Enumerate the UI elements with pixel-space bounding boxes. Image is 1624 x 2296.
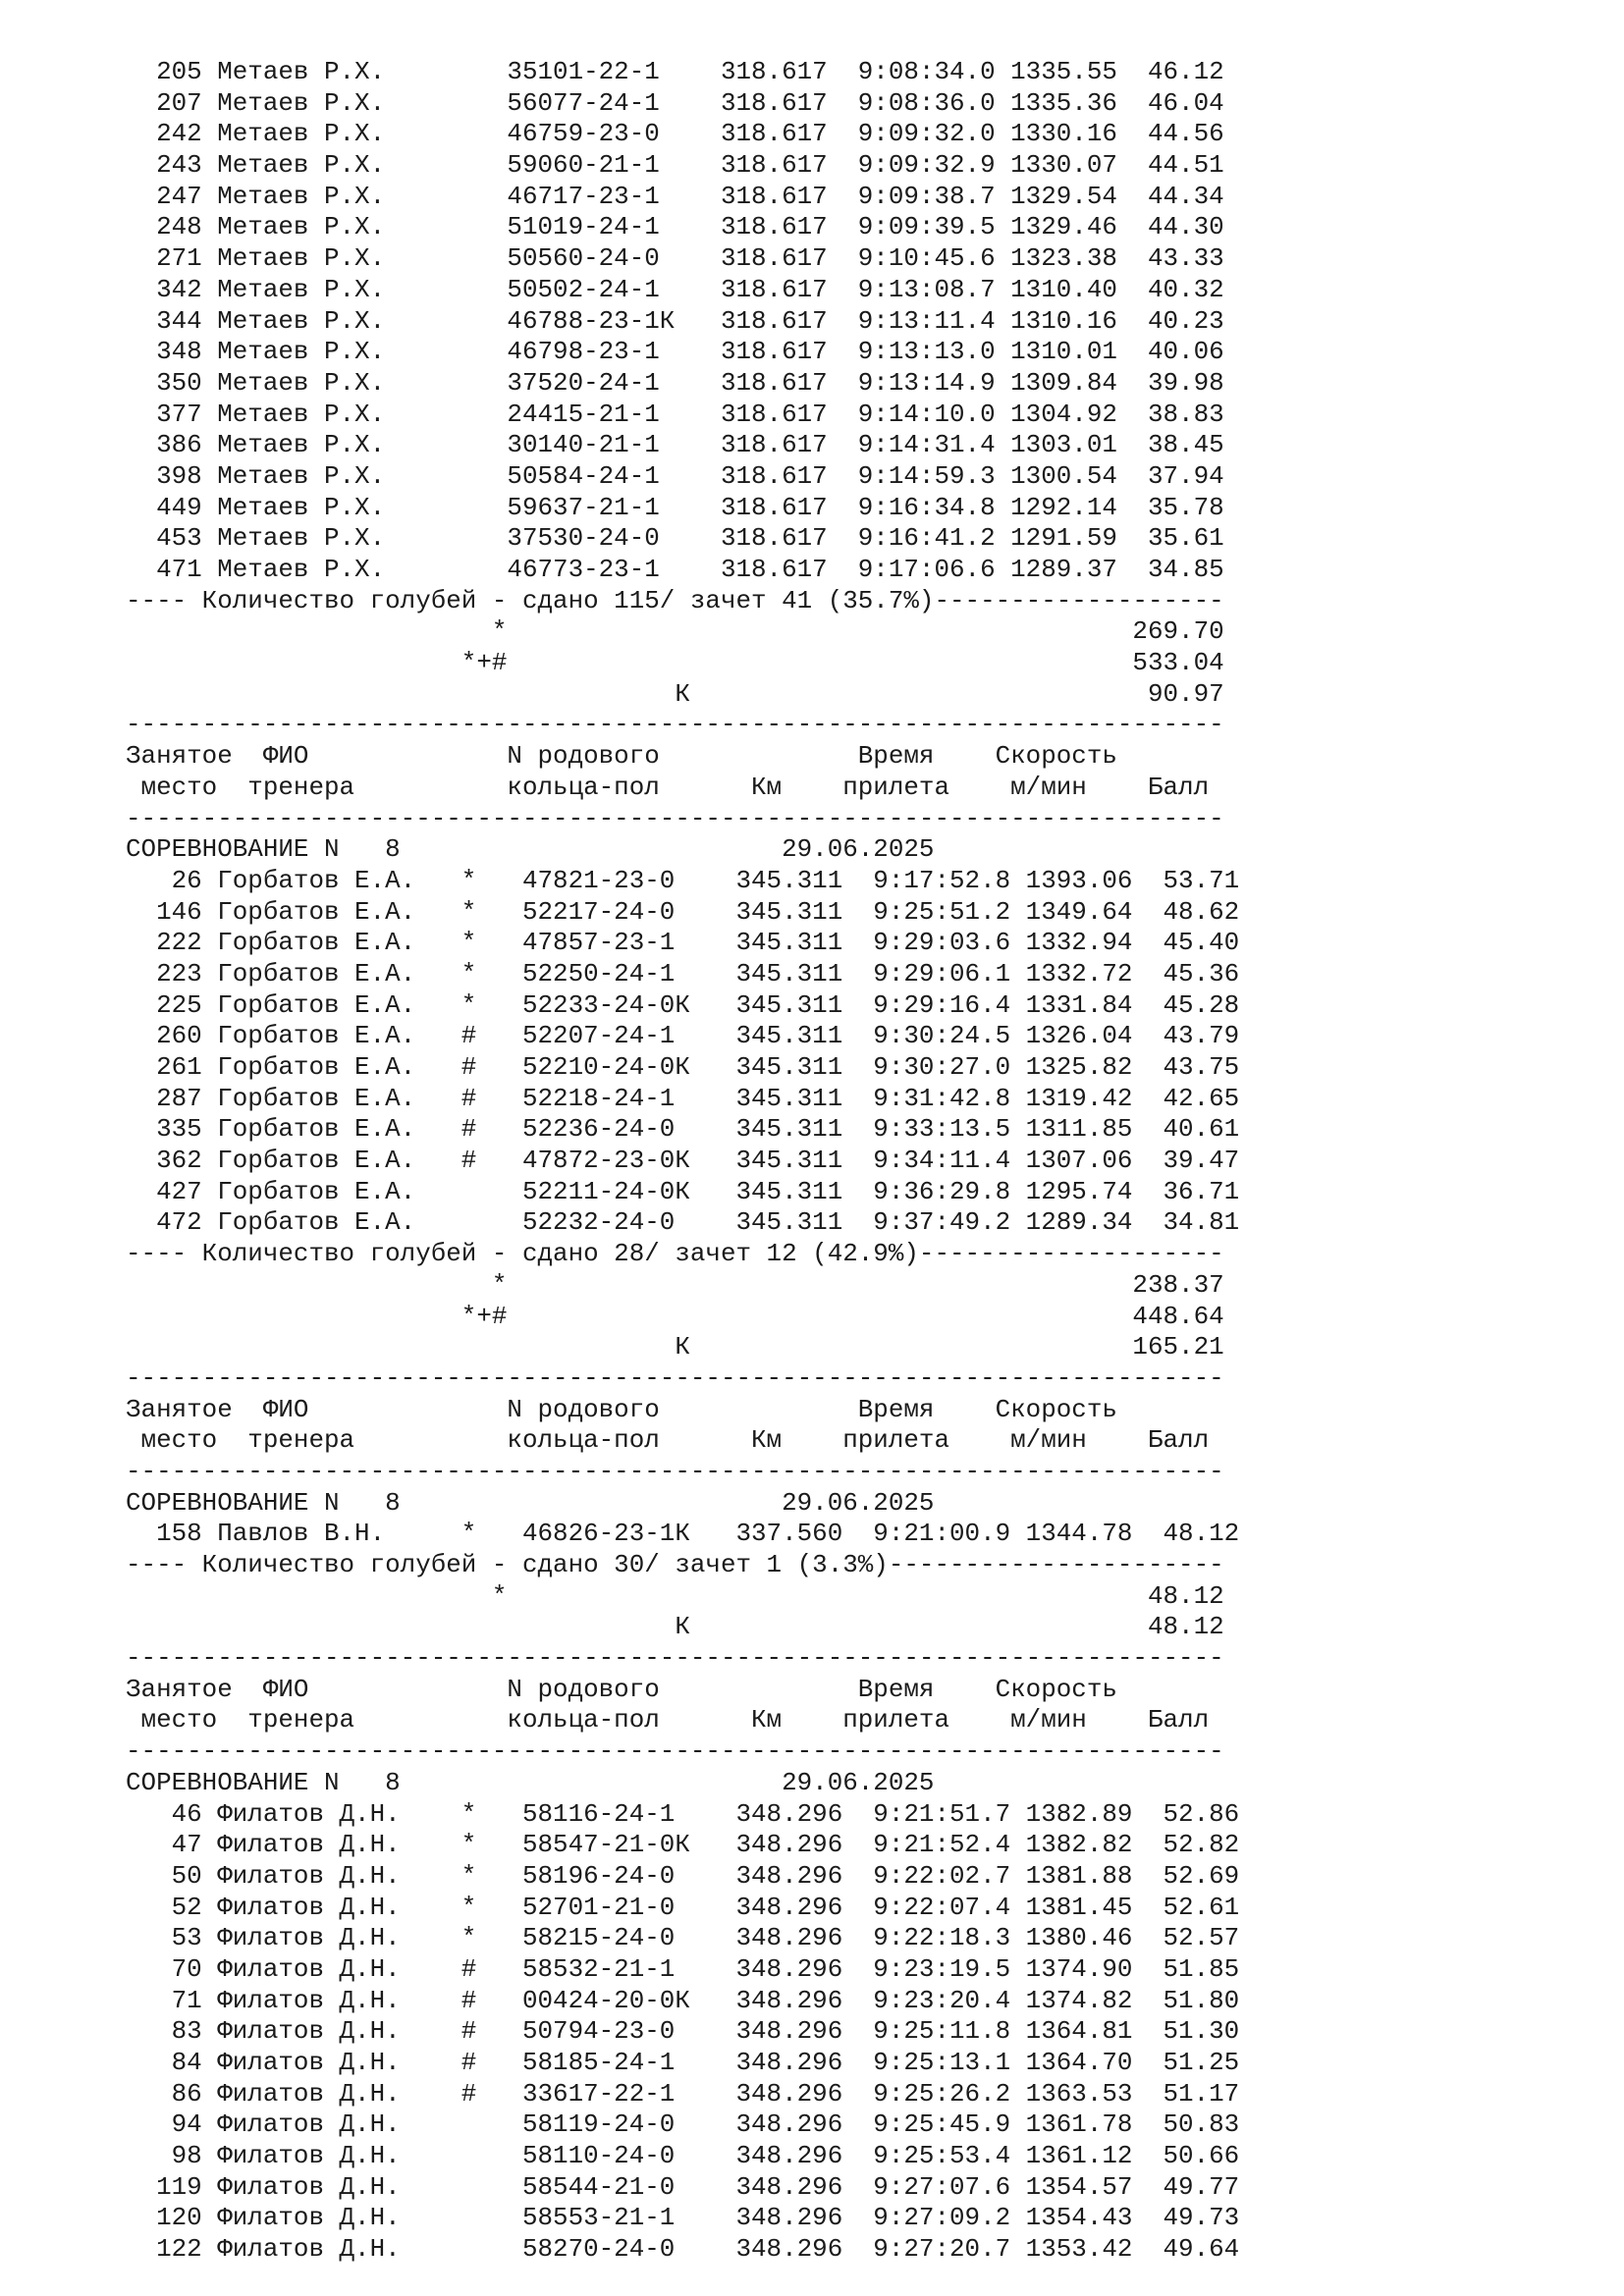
report-line: 70 Филатов Д.Н. # 58532-21-1 348.296 9:23:19.5 1374.90 51.85	[126, 1953, 1240, 1984]
report-line: 287 Горбатов Е.А. # 52218-24-1 345.311 9:31:42.8 1319.42 42.65	[126, 1083, 1240, 1113]
report-line: Занятое ФИО N родового Время Скорость	[126, 1674, 1117, 1704]
report-line: 50 Филатов Д.Н. * 58196-24-0 348.296 9:22:02.7 1381.88 52.69	[126, 1860, 1240, 1891]
report-line: Занятое ФИО N родового Время Скорость	[126, 1394, 1117, 1424]
report-line: 342 Метаев Р.Х. 50502-24-1 318.617 9:13:08.7 1310.40 40.32	[126, 274, 1224, 304]
report-line: 427 Горбатов Е.А. 52211-24-0К 345.311 9:36:29.8 1295.74 36.71	[126, 1176, 1240, 1206]
report-line: К 165.21	[126, 1332, 1224, 1362]
report-line: 242 Метаев Р.Х. 46759-23-0 318.617 9:09:32.0 1330.16 44.56	[126, 119, 1224, 149]
report-line: 53 Филатов Д.Н. * 58215-24-0 348.296 9:22:18.3 1380.46 52.57	[126, 1923, 1240, 1953]
report-line: 248 Метаев Р.Х. 51019-24-1 318.617 9:09:39.5 1329.46 44.30	[126, 212, 1224, 242]
report-line: место тренера кольца-пол Км прилета м/мин Балл	[126, 772, 1210, 802]
report-line: 84 Филатов Д.Н. # 58185-24-1 348.296 9:25:13.1 1364.70 51.25	[126, 2048, 1240, 2077]
report-line: 271 Метаев Р.Х. 50560-24-0 318.617 9:10:45.6 1323.38 43.33	[126, 243, 1224, 274]
report-line: 247 Метаев Р.Х. 46717-23-1 318.617 9:09:38.7 1329.54 44.34	[126, 181, 1224, 211]
report-line: 449 Метаев Р.Х. 59637-21-1 318.617 9:16:34.8 1292.14 35.78	[126, 492, 1224, 522]
report-line: 83 Филатов Д.Н. # 50794-23-0 348.296 9:25:11.8 1364.81 51.30	[126, 2016, 1240, 2047]
report-line: 222 Горбатов Е.А. * 47857-23-1 345.311 9:29:03.6 1332.94 45.40	[126, 928, 1240, 958]
report-line: СОРЕВНОВАНИЕ N 8 29.06.2025	[126, 834, 935, 865]
report-line: 335 Горбатов Е.А. # 52236-24-0 345.311 9:33:13.5 1311.85 40.61	[126, 1114, 1240, 1145]
results-report	[126, 57, 1239, 2266]
report-line: 362 Горбатов Е.А. # 47872-23-0К 345.311 9:34:11.4 1307.06 39.47	[126, 1146, 1240, 1176]
report-line: * 269.70	[126, 616, 1224, 647]
report-line: 377 Метаев Р.Х. 24415-21-1 318.617 9:14:10.0 1304.92 38.83	[126, 399, 1224, 429]
report-line: 207 Метаев Р.Х. 56077-24-1 318.617 9:08:36.0 1335.36 46.04	[126, 87, 1224, 118]
report-line: * 48.12	[126, 1580, 1224, 1611]
report-line: 472 Горбатов Е.А. 52232-24-0 345.311 9:37:49.2 1289.34 34.81	[126, 1207, 1240, 1238]
report-line: 122 Филатов Д.Н. 58270-24-0 348.296 9:27:20.7 1353.42 49.64	[126, 2234, 1240, 2265]
report-line: 348 Метаев Р.Х. 46798-23-1 318.617 9:13:13.0 1310.01 40.06	[126, 337, 1224, 367]
report-line: 261 Горбатов Е.А. # 52210-24-0К 345.311 9:30:27.0 1325.82 43.75	[126, 1052, 1240, 1082]
report-line: 453 Метаев Р.Х. 37530-24-0 318.617 9:16:41.2 1291.59 35.61	[126, 523, 1224, 554]
report-line: 146 Горбатов Е.А. * 52217-24-0 345.311 9:25:51.2 1349.64 48.62	[126, 896, 1240, 927]
report-line: 350 Метаев Р.Х. 37520-24-1 318.617 9:13:14.9 1309.84 39.98	[126, 367, 1224, 398]
report-line: 86 Филатов Д.Н. # 33617-22-1 348.296 9:25:26.2 1363.53 51.17	[126, 2078, 1240, 2109]
report-line: 344 Метаев Р.Х. 46788-23-1К 318.617 9:13:11.4 1310.16 40.23	[126, 305, 1224, 336]
report-line: К 48.12	[126, 1612, 1224, 1642]
report-line: 158 Павлов В.Н. * 46826-23-1К 337.560 9:21:00.9 1344.78 48.12	[126, 1519, 1240, 1549]
report-line: ------------------------------------------------------------------------	[126, 710, 1224, 740]
report-line: 471 Метаев Р.Х. 46773-23-1 318.617 9:17:06.6 1289.37 34.85	[126, 555, 1224, 584]
report-line: место тренера кольца-пол Км прилета м/мин Балл	[126, 1425, 1210, 1456]
report-line: СОРЕВНОВАНИЕ N 8 29.06.2025	[126, 1767, 935, 1797]
report-line: 398 Метаев Р.Х. 50584-24-1 318.617 9:14:59.3 1300.54 37.94	[126, 460, 1224, 491]
report-line: К 90.97	[126, 678, 1224, 709]
report-line: 243 Метаев Р.Х. 59060-21-1 318.617 9:09:32.9 1330.07 44.51	[126, 150, 1224, 181]
report-line: 98 Филатов Д.Н. 58110-24-0 348.296 9:25:53.4 1361.12 50.66	[126, 2141, 1240, 2171]
report-line: ------------------------------------------------------------------------	[126, 1736, 1224, 1767]
report-line: 52 Филатов Д.Н. * 52701-21-0 348.296 9:22:07.4 1381.45 52.61	[126, 1892, 1240, 1922]
report-line: 225 Горбатов Е.А. * 52233-24-0К 345.311 9:29:16.4 1331.84 45.28	[126, 989, 1240, 1020]
report-line: ------------------------------------------------------------------------	[126, 1362, 1224, 1393]
report-line: ------------------------------------------------------------------------	[126, 1643, 1224, 1674]
report-line: 386 Метаев Р.Х. 30140-21-1 318.617 9:14:31.4 1303.01 38.45	[126, 430, 1224, 460]
report-line: ------------------------------------------------------------------------	[126, 803, 1224, 833]
report-line: место тренера кольца-пол Км прилета м/мин Балл	[126, 1705, 1210, 1735]
report-line: ------------------------------------------------------------------------	[126, 1456, 1224, 1486]
report-line: 120 Филатов Д.Н. 58553-21-1 348.296 9:27:09.2 1354.43 49.73	[126, 2203, 1240, 2233]
report-line: 46 Филатов Д.Н. * 58116-24-1 348.296 9:21:51.7 1382.89 52.86	[126, 1798, 1240, 1829]
report-line: 47 Филатов Д.Н. * 58547-21-0К 348.296 9:21:52.4 1382.82 52.82	[126, 1830, 1240, 1860]
report-line: СОРЕВНОВАНИЕ N 8 29.06.2025	[126, 1487, 935, 1518]
report-line: ---- Количество голубей - сдано 30/ зачет 1 (3.3%)----------------------	[126, 1550, 1224, 1579]
report-line: 260 Горбатов Е.А. # 52207-24-1 345.311 9:30:24.5 1326.04 43.79	[126, 1021, 1240, 1051]
report-line: 223 Горбатов Е.А. * 52250-24-1 345.311 9:29:06.1 1332.72 45.36	[126, 958, 1240, 988]
report-line: 119 Филатов Д.Н. 58544-21-0 348.296 9:27:07.6 1354.57 49.77	[126, 2171, 1240, 2202]
report-line: ---- Количество голубей - сдано 28/ зачет 12 (42.9%)--------------------	[126, 1239, 1224, 1269]
report-line: *+# 533.04	[126, 648, 1224, 678]
report-line: *+# 448.64	[126, 1301, 1224, 1331]
report-line: ---- Количество голубей - сдано 115/ зачет 41 (35.7%)-------------------	[126, 585, 1224, 615]
report-line: 71 Филатов Д.Н. # 00424-20-0К 348.296 9:23:20.4 1374.82 51.80	[126, 1985, 1240, 2015]
report-line: Занятое ФИО N родового Время Скорость	[126, 741, 1117, 772]
report-line: * 238.37	[126, 1269, 1224, 1300]
report-line: 205 Метаев Р.Х. 35101-22-1 318.617 9:08:34.0 1335.55 46.12	[126, 57, 1224, 86]
report-line: 26 Горбатов Е.А. * 47821-23-0 345.311 9:17:52.8 1393.06 53.71	[126, 865, 1240, 895]
report-line: 94 Филатов Д.Н. 58119-24-0 348.296 9:25:45.9 1361.78 50.83	[126, 2109, 1240, 2140]
